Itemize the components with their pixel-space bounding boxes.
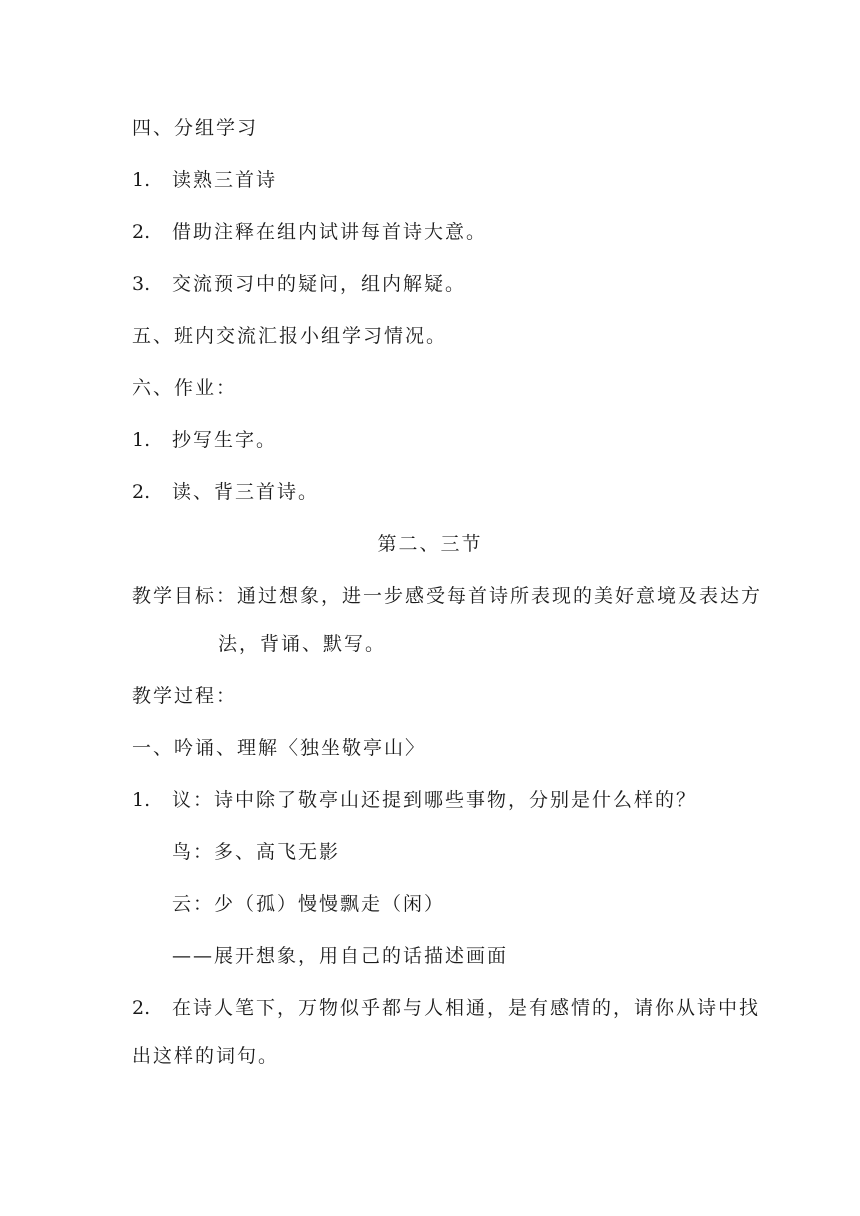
teaching-objective-continued: 法，背诵、默写。 (218, 633, 387, 655)
teaching-objective: 教学目标：通过想象，进一步感受每首诗所表现的美好意境及表达方 (132, 585, 763, 607)
list-item (132, 787, 697, 813)
list-item (132, 995, 760, 1021)
list-item (132, 219, 487, 245)
list-item-text: 抄写生字。 (172, 429, 278, 451)
list-item-text: 读、背三首诗。 (172, 481, 320, 503)
part-one-heading: 一、吟诵、理解〈独坐敬亭山〉 (132, 737, 427, 759)
sub-item-imagine: ——展开想象，用自己的话描述画面 (172, 945, 509, 967)
list-item-text: 借助注释在组内试讲每首诗大意。 (172, 221, 488, 243)
teaching-process-heading: 教学过程： (132, 685, 238, 707)
list-item-number: 2. (132, 481, 151, 503)
list-item (132, 479, 319, 505)
list-item-text: 读熟三首诗 (172, 169, 278, 191)
section-four-heading: 四、分组学习 (132, 117, 259, 139)
list-item-text: 议：诗中除了敬亭山还提到哪些事物，分别是什么样的？ (172, 789, 698, 811)
list-item-number: 1. (132, 429, 151, 451)
list-item-number: 1. (132, 789, 151, 811)
sub-item-cloud: 云：少（孤）慢慢飘走（闲） (172, 893, 446, 915)
list-item (132, 271, 466, 297)
sub-item-bird: 鸟：多、高飞无影 (172, 841, 341, 863)
list-item-number: 1. (132, 169, 151, 191)
list-item (132, 167, 277, 193)
list-item-text: 在诗人笔下，万物似乎都与人相通，是有感情的，请你从诗中找 (172, 997, 761, 1019)
list-item (132, 427, 277, 453)
section-five-heading: 五、班内交流汇报小组学习情况。 (132, 325, 448, 347)
section-six-heading: 六、作业： (132, 377, 238, 399)
list-item-text: 交流预习中的疑问，组内解疑。 (172, 273, 467, 295)
list-item-continued: 出这样的词句。 (132, 1045, 280, 1067)
list-item-number: 2. (132, 221, 151, 243)
list-item-number: 3. (132, 273, 151, 295)
section-title: 第二、三节 (377, 533, 483, 555)
list-item-number: 2. (132, 997, 151, 1019)
